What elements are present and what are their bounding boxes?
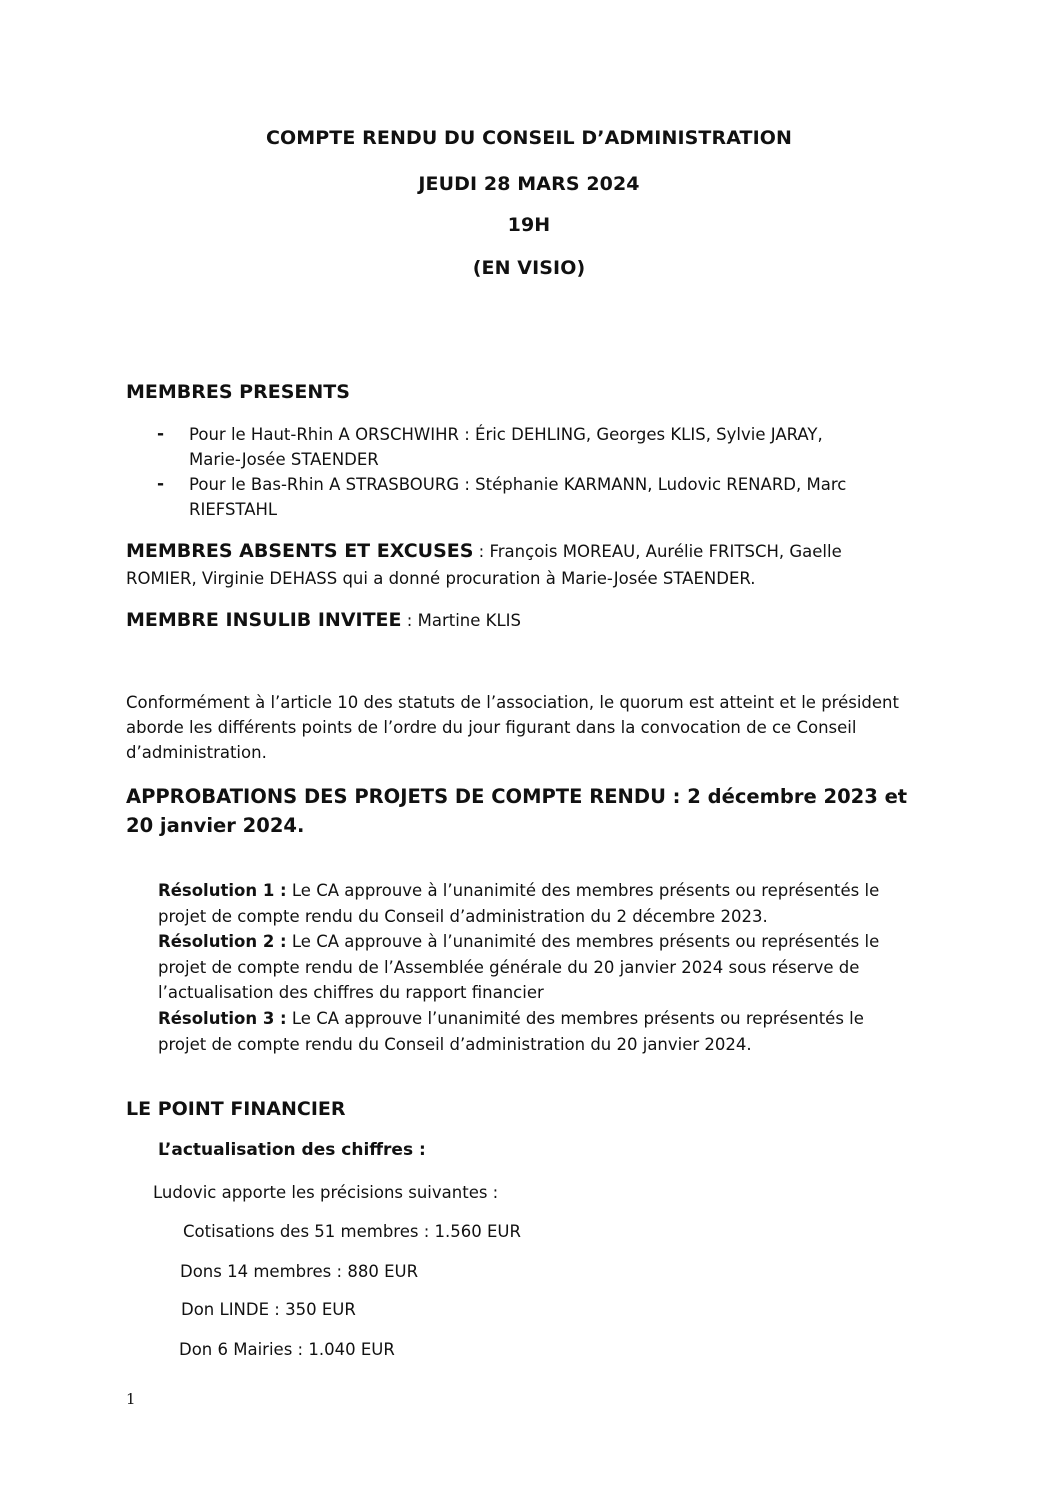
- presents-item-2-line1: Pour le Bas-Rhin A STRASBOURG : Stéphanie KARMANN, Ludovic RENARD, Marc: [189, 475, 847, 494]
- bullet-dash: -: [157, 474, 165, 494]
- finance-intro: Ludovic apporte les précisions suivantes :: [153, 1183, 499, 1202]
- absents-label: MEMBRES ABSENTS ET EXCUSES: [126, 540, 474, 562]
- resolution-2-line2: projet de compte rendu de l’Assemblée générale du 20 janvier 2024 sous réserve de: [158, 958, 860, 977]
- invitee-line: [126, 608, 521, 633]
- resolution-2-text: Le CA approuve à l’unanimité des membres présents ou représentés le: [286, 932, 880, 951]
- resolution-3-line1: [158, 1006, 864, 1031]
- resolution-2-line3: l’actualisation des chiffres du rapport financier: [158, 983, 544, 1002]
- absents-names-line1: François MOREAU, Aurélie FRITSCH, Gaelle: [489, 542, 842, 561]
- list-item: Dons 14 membres : 880 EUR: [180, 1262, 419, 1281]
- resolution-3-line2: projet de compte rendu du Conseil d’administration du 20 janvier 2024.: [158, 1035, 752, 1054]
- finance-subheading: L’actualisation des chiffres :: [158, 1140, 426, 1160]
- invitee-separator: :: [401, 611, 418, 630]
- resolution-1-label: Résolution 1 :: [158, 881, 287, 900]
- approvals-heading-line2: 20 janvier 2024.: [126, 814, 305, 837]
- quorum-line1: Conformément à l’article 10 des statuts de l’association, le quorum est atteint et le président: [126, 693, 899, 712]
- resolution-3-label: Résolution 3 :: [158, 1009, 287, 1028]
- meeting-time: 19H: [507, 214, 551, 236]
- list-item: Don 6 Mairies : 1.040 EUR: [179, 1340, 395, 1359]
- finance-heading: LE POINT FINANCIER: [126, 1098, 346, 1120]
- presents-item-1-line1: Pour le Haut-Rhin A ORSCHWIHR : Éric DEHLING, Georges KLIS, Sylvie JARAY,: [189, 425, 823, 444]
- resolution-1-line2: projet de compte rendu du Conseil d’administration du 2 décembre 2023.: [158, 907, 768, 926]
- page-number: 1: [126, 1390, 136, 1408]
- resolution-1-text: Le CA approuve à l’unanimité des membres présents ou représentés le: [286, 881, 880, 900]
- resolution-2-line1: [158, 929, 879, 954]
- presents-item-1-line2: Marie-Josée STAENDER: [189, 450, 379, 469]
- absents-separator: :: [473, 542, 490, 561]
- bullet-dash: -: [157, 424, 165, 444]
- presents-heading: MEMBRES PRESENTS: [126, 381, 350, 403]
- resolution-3-text: Le CA approuve l’unanimité des membres présents ou représentés le: [286, 1009, 864, 1028]
- list-item: Don LINDE : 350 EUR: [181, 1300, 356, 1319]
- quorum-line3: d’administration.: [126, 743, 267, 762]
- meeting-date: JEUDI 28 MARS 2024: [418, 173, 640, 195]
- meeting-mode: (EN VISIO): [472, 257, 586, 279]
- list-item: Cotisations des 51 membres : 1.560 EUR: [183, 1222, 521, 1241]
- quorum-line2: aborde les différents points de l’ordre du jour figurant dans la convocation de ce Conseil: [126, 718, 857, 737]
- absents-names-line2: ROMIER, Virginie DEHASS qui a donné procuration à Marie-Josée STAENDER.: [126, 569, 756, 588]
- resolution-2-label: Résolution 2 :: [158, 932, 287, 951]
- document-title: COMPTE RENDU DU CONSEIL D’ADMINISTRATION: [265, 127, 793, 149]
- approvals-heading-line1: APPROBATIONS DES PROJETS DE COMPTE RENDU : 2 décembre 2023 et: [126, 785, 908, 808]
- presents-item-2-line2: RIEFSTAHL: [189, 500, 278, 519]
- resolution-1-line1: [158, 878, 879, 903]
- invitee-label: MEMBRE INSULIB INVITEE: [126, 609, 402, 631]
- invitee-name: Martine KLIS: [417, 611, 521, 630]
- absents-line1: [126, 539, 842, 564]
